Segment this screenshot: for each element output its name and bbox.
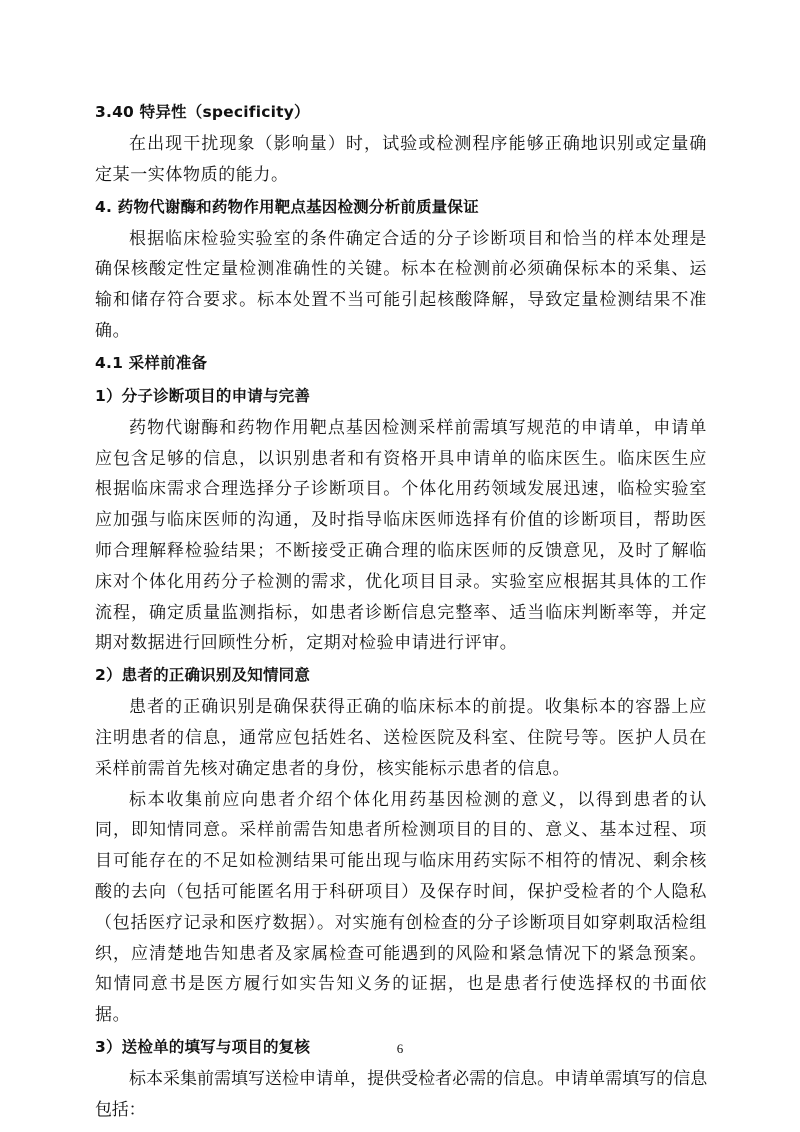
paragraph-specificity-definition: 在出现干扰现象（影响量）时，试验或检测程序能够正确地识别或定量确定某一实体物质的能力。 bbox=[95, 134, 707, 185]
page-number: 6 bbox=[396, 1041, 404, 1056]
subheading-application: 1）分子诊断项目的申请与完善 bbox=[95, 386, 311, 405]
paragraph-request-form: 标本采集前需填写送检申请单，提供受检者必需的信息。申请单需填写的信息包括： bbox=[95, 1068, 707, 1120]
section-heading-3-40: 3.40 特异性（specificity） bbox=[95, 103, 310, 121]
paragraph-patient-identification: 患者的正确识别是确保获得正确的临床标本的前提。收集标本的容器上应注明患者的信息，通常应包括姓名、送检医院及科室、住院号等。医护人员在采样前需首先核对确定患者的身份，核实能标示患者的信息。 bbox=[95, 697, 707, 779]
paragraph-informed-consent: 标本收集前应向患者介绍个体化用药基因检测的意义，以得到患者的认同，即知情同意。采样前需告知患者所检测项目的目的、意义、基本过程、项目可能存在的不足如检测结果可能出现与临床用药实际不相符的情况、剩余核酸的去向（包括可能匿名用于科研项目）及保存时间，保护受检者的个人隐私（包括医疗记录和医疗数据）。对实施有创检查的分子诊断项目如穿刺取活检组织，应清楚地告知患者及家属检查可能遇到的风险和紧急情况下的紧急预案。知情同意书是医方履行如实告知义务的证据，也是患者行使选择权的书面依据。 bbox=[95, 789, 707, 1026]
subheading-request-form: 3）送检单的填写与项目的复核 bbox=[95, 1037, 311, 1056]
subheading-patient-identification: 2）患者的正确识别及知情同意 bbox=[95, 666, 311, 685]
paragraph-application: 药物代谢酶和药物作用靶点基因检测采样前需填写规范的申请单，申请单应包含足够的信息，以识别患者和有资格开具申请单的临床医生。临床医生应根据临床需求合理选择分子诊断项目。个体化用药领域发展迅速，临检实验室应加强与临床医师的沟通，及时指导临床医师选择有价值的诊断项目，帮助医师合理解释检验结果；不断接受正确合理的临床医师的反馈意见，及时了解临床对个体化用药分子检测的需求，优化项目目录。实验室应根据其具体的工作流程，确定质量监测指标，如患者诊断信息完整率、适当临床判断率等，并定期对数据进行回顾性分析，定期对检验申请进行评审。 bbox=[95, 417, 707, 654]
document-page bbox=[95, 96, 707, 1126]
paragraph-pre-analysis-intro: 根据临床检验实验室的条件确定合适的分子诊断项目和恰当的样本处理是确保核酸定性定量检测准确性的关键。标本在检测前必须确保标本的采集、运输和储存符合要求。标本处置不当可能引起核酸降解，导致定量检测结果不准确。 bbox=[95, 228, 707, 341]
section-heading-4: 4. 药物代谢酶和药物作用靶点基因检测分析前质量保证 bbox=[95, 197, 479, 216]
section-heading-4-1: 4.1 采样前准备 bbox=[95, 353, 208, 372]
